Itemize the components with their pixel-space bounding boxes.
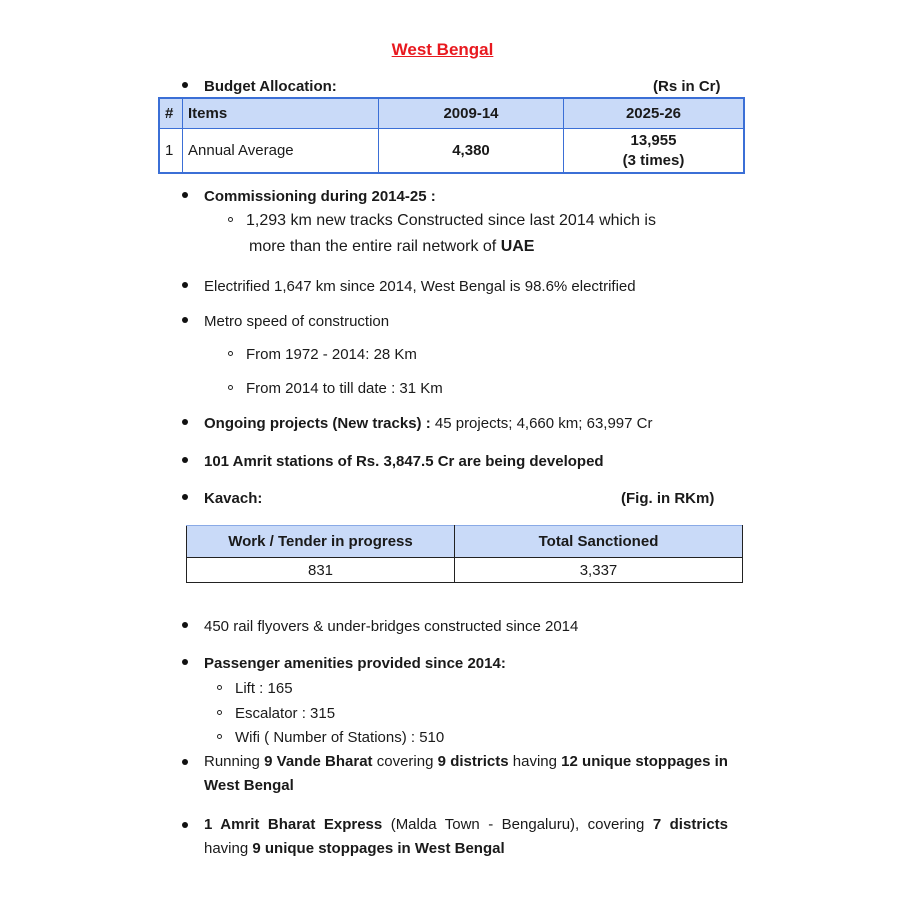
text-run: having [508, 753, 562, 770]
page-title: West Bengal [391, 40, 494, 59]
metro-heading: Metro speed of construction [204, 313, 390, 330]
electrified-row [182, 278, 636, 295]
vande-bharat-row [182, 750, 728, 798]
budget-heading-row [182, 78, 337, 95]
bullet-icon [182, 282, 188, 288]
amenity-item [217, 680, 293, 697]
sub-bullet-icon [228, 385, 233, 390]
bullet-icon [182, 822, 188, 828]
text-run: 9 Vande Bharat [264, 753, 373, 770]
cell-2025-value: 13,955 [630, 131, 677, 149]
table-header-row [159, 98, 744, 129]
ongoing-value: 45 projects; 4,660 km; 63,997 Cr [430, 415, 653, 432]
commissioning-bold: UAE [500, 238, 535, 255]
bullet-icon [182, 622, 188, 628]
metro-item [228, 380, 443, 397]
commissioning-text: 1,293 km new tracks Constructed since last 2014 which is [246, 212, 656, 229]
amenity-item [217, 705, 335, 722]
bullet-icon [182, 317, 188, 323]
electrified-text: Electrified 1,647 km since 2014, West Bengal is 98.6% electrified [204, 278, 636, 295]
cell-num: 1 [159, 129, 183, 174]
text-run: covering [372, 753, 438, 770]
text-run: Running [204, 753, 265, 770]
sub-bullet-icon [228, 351, 233, 356]
text-run: 9 districts [437, 753, 509, 770]
bullet-icon [182, 419, 188, 425]
amrit-express-row [182, 813, 728, 861]
amenity-text: Escalator : 315 [235, 705, 336, 722]
table-header-row [187, 526, 743, 558]
cell-item: Annual Average [183, 129, 379, 174]
col-header-num: # [159, 98, 183, 129]
kavach-table [186, 525, 743, 583]
text-run: (Malda Town - Bengaluru), covering [382, 816, 653, 833]
bullet-icon [182, 759, 188, 765]
kavach-row [182, 490, 262, 507]
metro-item [228, 346, 417, 363]
text-run: 12 unique stoppages in West Bengal [204, 753, 728, 794]
amrit-stations-row [182, 453, 604, 470]
bullet-icon [182, 457, 188, 463]
bullet-icon [182, 192, 188, 198]
amrit-stations-text: 101 Amrit stations of Rs. 3,847.5 Cr are being developed [204, 453, 604, 470]
sub-bullet-icon [228, 217, 233, 222]
budget-table [158, 97, 745, 174]
text-run: 7 districts [652, 816, 728, 833]
bullet-icon [182, 82, 188, 88]
amenities-heading: Passenger amenities provided since 2014: [204, 655, 506, 672]
ongoing-label: Ongoing projects (New tracks) : [204, 415, 431, 432]
kavach-heading: Kavach: [204, 490, 263, 507]
commissioning-sub [228, 212, 656, 230]
text-run: having [204, 840, 253, 857]
col-header-items: Items [183, 98, 379, 129]
kavach-unit: (Fig. in RKm) [621, 490, 715, 507]
table-row [187, 558, 743, 583]
metro-item-text: From 2014 to till date : 31 Km [246, 380, 443, 397]
text-run: 1 Amrit Bharat Express [204, 816, 383, 833]
flyovers-text: 450 rail flyovers & under-bridges constructed since 2014 [204, 618, 579, 635]
col-header-work: Work / Tender in progress [187, 526, 455, 558]
col-header-sanctioned: Total Sanctioned [455, 526, 743, 558]
budget-unit: (Rs in Cr) [653, 78, 721, 95]
amenity-text: Wifi ( Number of Stations) : 510 [235, 729, 445, 746]
sub-bullet-icon [217, 685, 222, 690]
col-header-2009: 2009-14 [379, 98, 564, 129]
text-run: 9 unique stoppages in West Bengal [252, 840, 505, 857]
sub-bullet-icon [217, 734, 222, 739]
cell-2025-note: (3 times) [622, 151, 685, 169]
amenities-row [182, 655, 506, 672]
metro-item-text: From 1972 - 2014: 28 Km [246, 346, 417, 363]
commissioning-row [182, 188, 436, 205]
cell-2025 [564, 129, 745, 174]
ongoing-row [182, 415, 653, 432]
commissioning-text-b: more than the entire rail network of [249, 238, 501, 255]
flyovers-row [182, 618, 578, 635]
amenity-text: Lift : 165 [235, 680, 293, 697]
commissioning-heading: Commissioning during 2014-25 : [204, 188, 436, 205]
cell-sanctioned: 3,337 [455, 558, 743, 583]
budget-heading: Budget Allocation: [204, 78, 337, 95]
sub-bullet-icon [217, 710, 222, 715]
amenity-item [217, 729, 444, 746]
cell-2009: 4,380 [379, 129, 564, 174]
bullet-icon [182, 659, 188, 665]
commissioning-text-cont [249, 238, 534, 256]
amrit-express-text [204, 813, 728, 861]
cell-work: 831 [187, 558, 455, 583]
col-header-2025: 2025-26 [564, 98, 745, 129]
vande-bharat-text [204, 750, 728, 798]
table-row [159, 129, 744, 174]
metro-row [182, 313, 389, 330]
bullet-icon [182, 494, 188, 500]
